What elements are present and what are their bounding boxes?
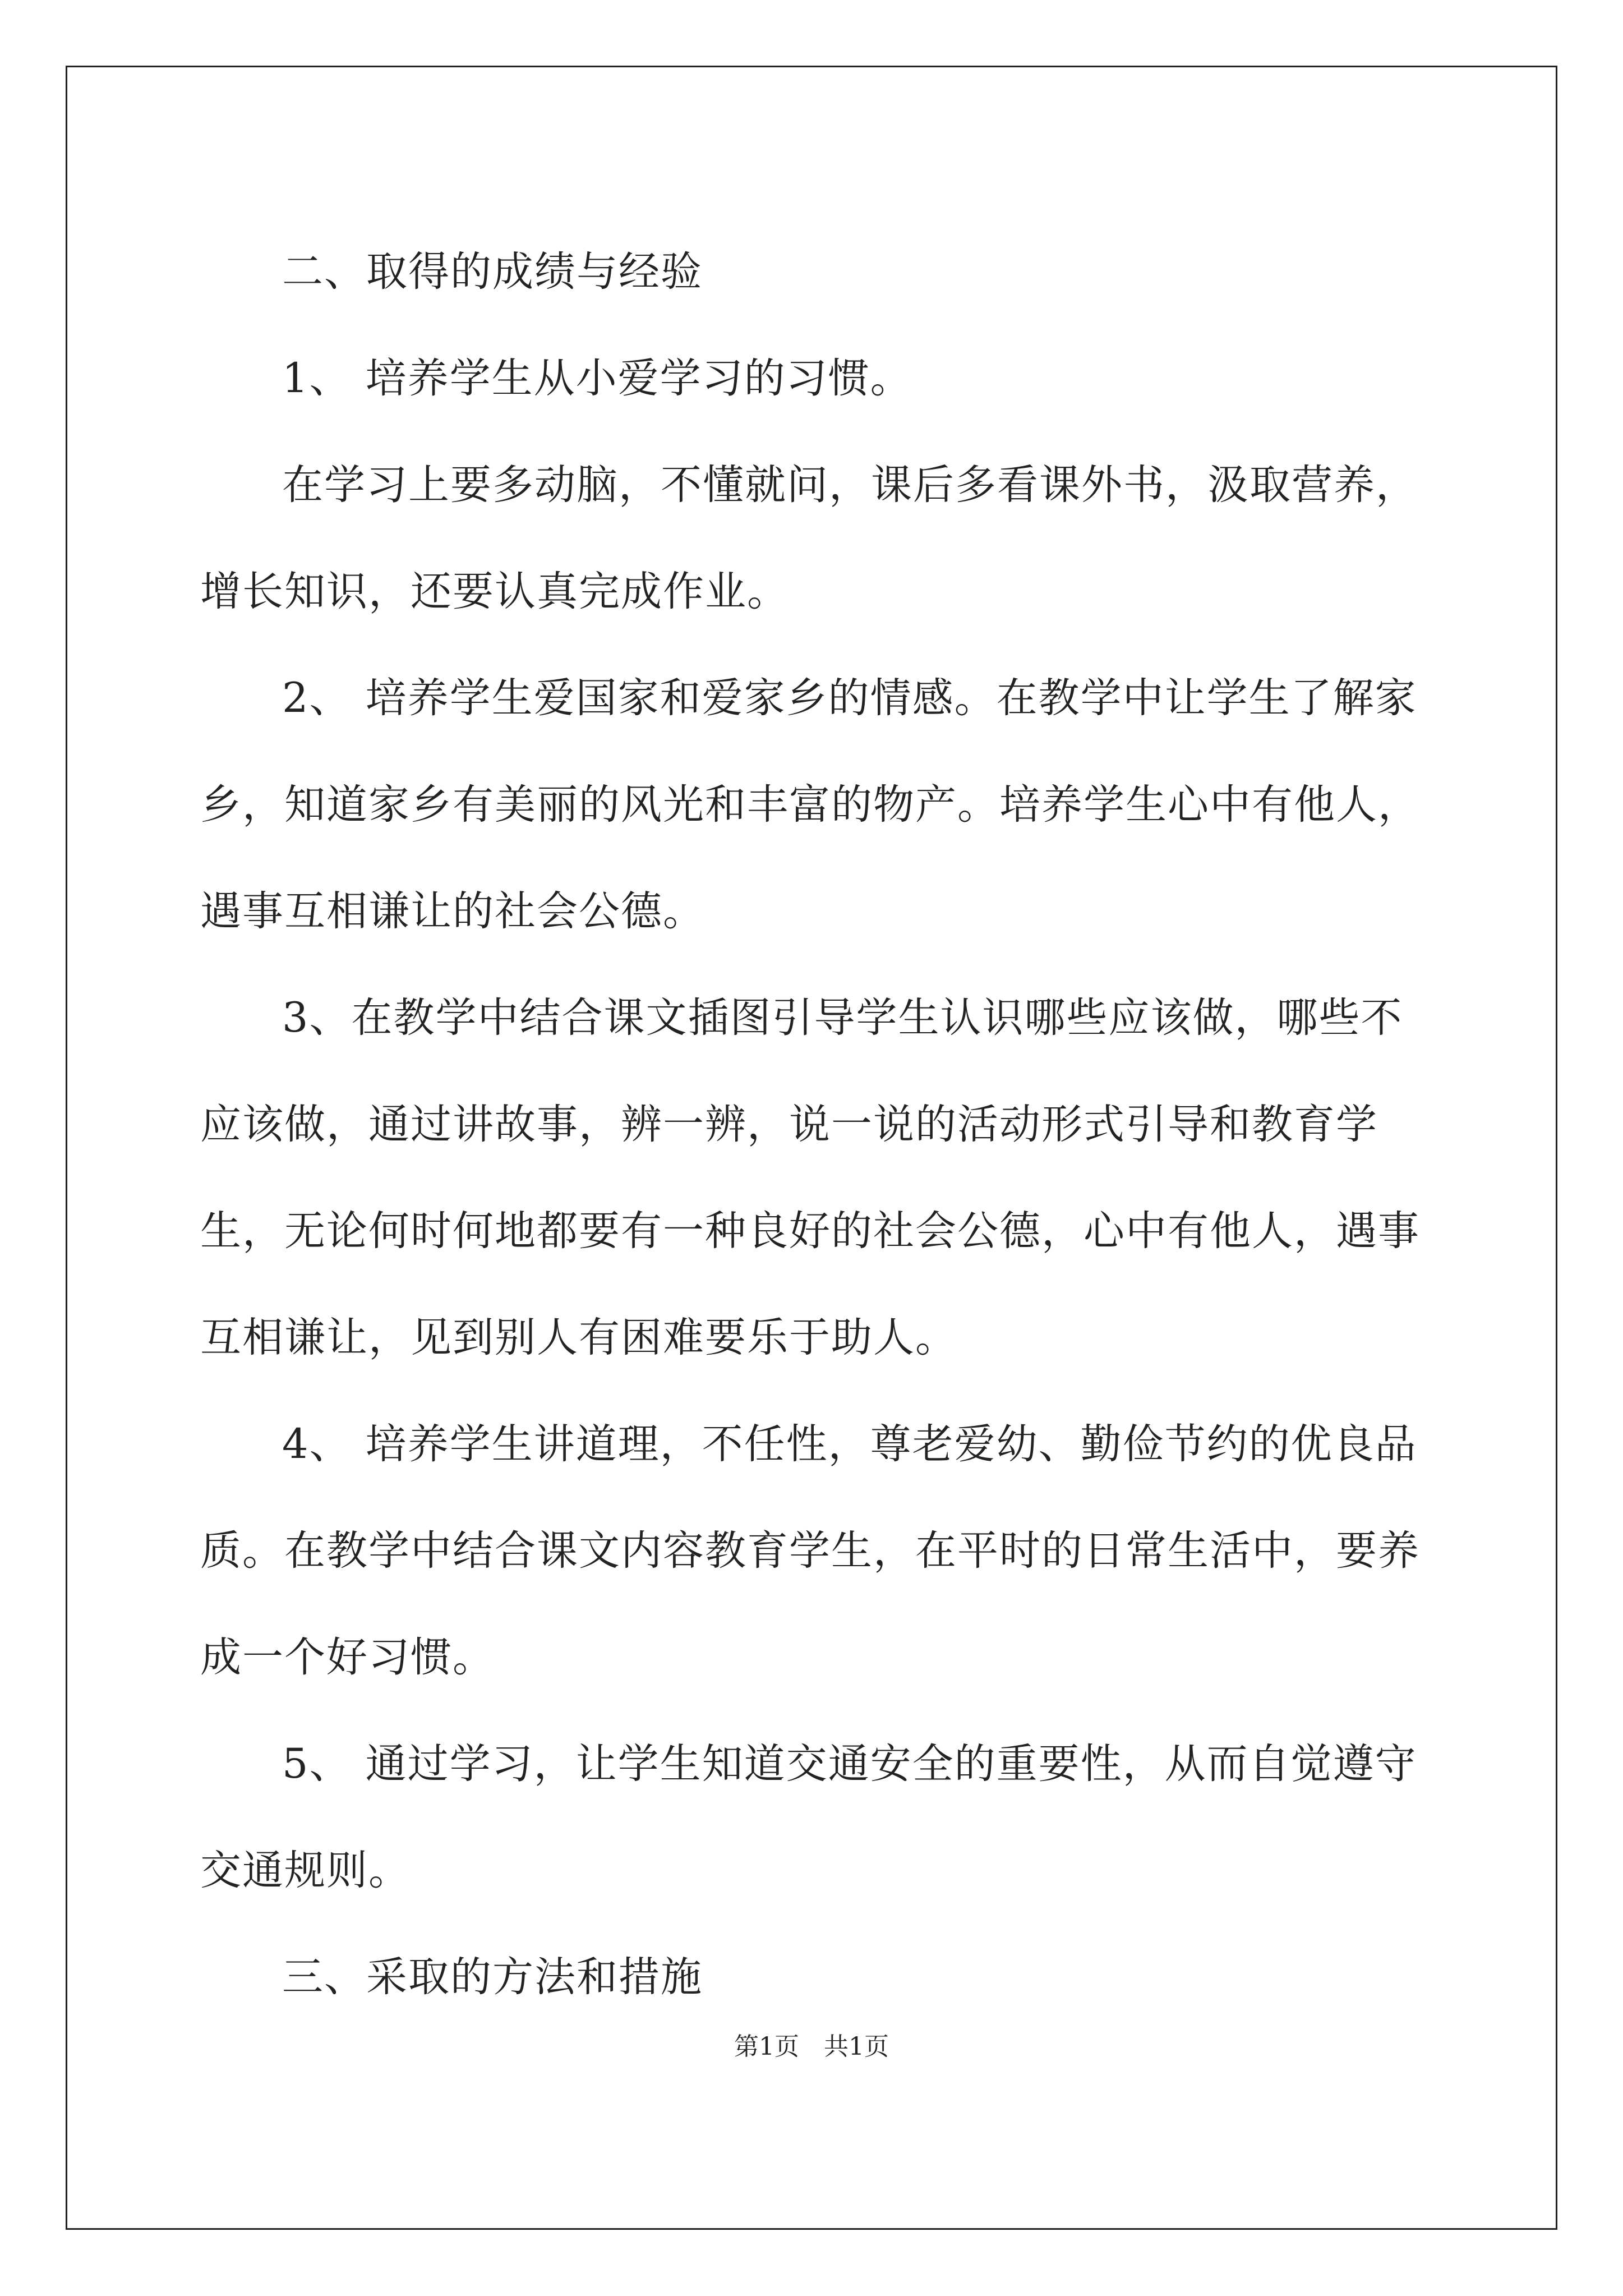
paragraph-5: 4、 培养学生讲道理，不任性，尊老爱幼、勤俭节约的优良品质。在教学中结合课文内容教育学生，在平时的日常生活中，要养成一个好习惯。 bbox=[200, 1420, 1420, 1681]
section-heading-3: 三、采取的方法和措施 bbox=[282, 1953, 703, 2001]
paragraph-3: 2、 培养学生爱国家和爱家乡的情感。在教学中让学生了解家乡，知道家乡有美丽的风光和丰富的物产。培养学生心中有他人，遇事互相谦让的社会公德。 bbox=[200, 674, 1420, 935]
document-body bbox=[200, 219, 1434, 2031]
section-heading-2: 二、取得的成绩与经验 bbox=[282, 248, 703, 296]
paragraph-4: 3、在教学中结合课文插图引导学生认识哪些应该做，哪些不应该做，通过讲故事，辨一辨，说一说的活动形式引导和教育学生，无论何时何地都要有一种良好的社会公德，心中有他人，遇事互相谦让，见到别人有困难要乐于助人。 bbox=[200, 994, 1420, 1361]
page-footer: 第1页 共1页 bbox=[734, 2032, 889, 2061]
paragraph-6: 5、 通过学习，让学生知道交通安全的重要性，从而自觉遵守交通规则。 bbox=[200, 1740, 1417, 1894]
paragraph-1: 1、 培养学生从小爱学习的习惯。 bbox=[282, 355, 912, 402]
paragraph-2: 在学习上要多动脑，不懂就问，课后多看课外书，汲取营养，增长知识，还要认真完成作业。 bbox=[200, 461, 1418, 615]
